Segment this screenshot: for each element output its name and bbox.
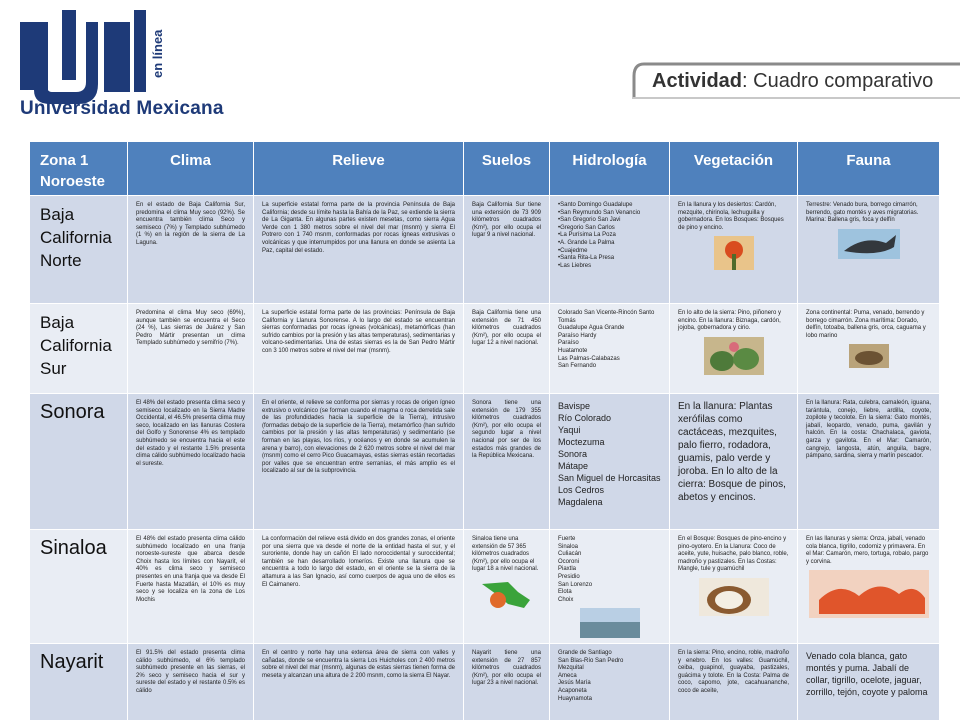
relieve-cell: En el centro y norte hay una extensa área de sierra con valles y cañadas, donde se encuentra la sierra Los Huicholes con 2 400 metros sobre el nivel del mar (msnm), algunas de estas sierras tienen forma de meseta y alcanzan una altura de 2 200 msnm, como la sierra El Nayar. — [254, 644, 464, 720]
relieve-cell: La conformación del relieve está divido en dos grandes zonas, el oriente por una sierra que va desde el norte de la entidad hasta el sur, y el suroriente, donde hay un cañón El lado noroccidental y suroccidental; también se han desarrollado lomeríos. Existe una llanura que se encuentra a todo lo largo del estado, en el oriente se la sierra de la altamura a las San Ignacio, así como cuerpos de agua uno de ellos es El Caimanero. — [254, 530, 464, 644]
mexico-map-image — [478, 578, 536, 612]
clima-cell: Predomina el clima Muy seco (69%), aunque también se encuentra el Seco (24 %), Las sierras de Juárez y San Pedro Mártir presentan un clima Templado subhúmedo y semifrío (7%). — [128, 304, 254, 394]
state-name: Baja California Sur — [30, 304, 128, 394]
vegetacion-text: En la llanura: Plantas xerófilas como cactáceas, mezquites, palo fierro, rodadora, guamis, palo verde y joroba. En lo alto de la cierra: Bosque de pinos, abetos y encinos. — [678, 401, 786, 503]
hidrologia-cell — [550, 304, 670, 394]
hidrologia-cell — [550, 530, 670, 644]
column-header-fauna: Fauna — [798, 142, 940, 196]
fauna-cell — [798, 530, 940, 644]
suelos-cell: Sonora tiene una extensión de 179 355 kilómetros cuadrados (Km²), por ello ocupa el segundo lugar a nivel nacional por ser de los estados más grandes de la República Mexicana. — [464, 394, 550, 530]
whale-image — [838, 229, 900, 259]
hidrologia-text: Fuerte Sinaloa Culiacán Ocoroni Piaxtla Presidio San Lorenzo Elota Choix — [558, 536, 593, 603]
hidrologia-text: Bavispe Río Colorado Yaqui Moctezuma Sonora Mátape San Miguel de Horcasitas Los Cedros Magdalena — [558, 401, 661, 507]
vegetacion-cell: En la sierra: Pino, encino, roble, madroño y enebro. En los valles: Guamúchil, ceiba, guapinol, guayaba, pastizales, guácima y tolote. En la Costa: Palma de coco, capomo, jote, cacahuananche, coco de aceite, — [670, 644, 798, 720]
hidrologia-cell — [550, 196, 670, 304]
table-row — [30, 196, 940, 304]
clima-cell: El 48% del estado presenta clima cálido subhúmedo localizado en una franja noroeste-sureste que abarca desde Choix hasta los límites con Nayarit, el 40% es clima seco y semiseco presentes en una franja que va desde El Fuerte hasta Mazatlán, el 10% es muy seco y se localiza en la zona de Los Mochis — [128, 530, 254, 644]
vegetacion-cell — [670, 304, 798, 394]
hidrologia-text: •Santo Domingo Guadalupe •San Reymundo San Venancio •San Gregorio San Javi •Gregorio San Carlos •La Purísima La Poza •A. Grande La Palma •Cuajedme •Santa Rita-La Presa •Las Liebres — [558, 202, 641, 269]
en-linea-label: en línea — [150, 29, 165, 78]
page-header — [0, 0, 960, 140]
table-row — [30, 530, 940, 644]
column-header-zona: Zona 1 Noroeste — [30, 142, 128, 196]
suelos-text: Sinaloa tiene una extensión de 57 365 kilómetros cuadrados (Km²), por ello ocupa el lugar 18 a nivel nacional. — [472, 536, 539, 573]
table-row — [30, 394, 940, 530]
vegetacion-text: En el Bosque: Bosques de pino-encino y pino-oyotero. En la Llanura: Coco de aceite, yute, huisache, palo blanco, roble, madroño y pastizales. En las Costas: Mangle, tule y guamúchil — [678, 536, 789, 573]
state-name: Baja California Norte — [30, 196, 128, 304]
suelos-cell: Nayarit tiene una extensión de 27 857 kilómetros cuadrados (Km²), por ello ocupa el lugar 23 a nivel nacional. — [464, 644, 550, 720]
table-header-row — [30, 142, 940, 196]
fauna-text: Zona continental: Puma, venado, berrendo y borrego cimarrón. Zona marítima: Dorado, delfín, totoaba, ballena gris, orca, caguama y lobo marino — [806, 310, 926, 339]
suelos-cell — [464, 530, 550, 644]
fauna-text: Terrestre: Venado bura, borrego cimarrón, berrendo, gato montés y aves migratorias. Marina: Ballena gris, foca y delfín — [806, 202, 919, 224]
shrimp-image — [809, 570, 929, 618]
relieve-cell: La superficie estatal forma parte de las provincias: Península de Baja California y Llanura Sonorense. A lo largo del estado se encuentran sierras conformadas por rocas ígneas (volcánicas), metamórficas (han sufrido cambios por la presión y las altas temperaturas), sedimentarias y volcano-sedimentarias. Una de estas sierras es la de San Pedro Mártir con 3 100 metros sobre el nivel del mar (msnm). — [254, 304, 464, 394]
fauna-cell — [798, 196, 940, 304]
relieve-cell: En el oriente, el relieve se conforma por sierras y rocas de origen ígneo extrusivo o volcánico (se forman cuando el magma o roca derretida sale de las profundidades hacia la superficie de la Tierra), intrusivo (formadas debajo de la superficie de la Tierra), metamórfico (han sufrido cambios por la presión y las altas temperaturas) y sedimentario (se forman en las playas, los ríos, y océanos y en donde se acumulen la arena y barro), con elevaciones de 2 620 metros sobre el nivel del mar (msnm) como el cerro Pico Guacamayas, estas sierras están recortadas por valles que se encuentran entre serranías, el más amplio es el localizado al sur de la subprovincia. — [254, 394, 464, 530]
fauna-cell: En la llanura: Rata, culebra, camaleón, iguana, tarántula, conejo, liebre, ardilla, coyote, zopilote y tecolote. En la sierra: Gato montés, jabalí, leopardo, venado, puma, gavilán y halcón. En la costa: Chachalaca, gaviota, garza y gavilota. En el Mar: Camarón, cangrejo, langosta, atún, anguila, bagre, pámpano, sardina, sierra y marlín pescador. — [798, 394, 940, 530]
hidrologia-text: Colorado San Vicente-Rincón Santo Tomás Guadalupe Agua Grande Paraíso Hardy Paraíso Huatamote Las Palmas-Calabazas San Fernando — [558, 310, 655, 370]
fauna-cell — [798, 304, 940, 394]
vegetacion-cell — [670, 394, 798, 530]
activity-title-text: : Cuadro comparativo — [742, 70, 934, 92]
activity-label: Actividad — [652, 70, 743, 92]
clima-cell: En el estado de Baja California Sur, predomina el clima Muy seco (92%). Se encuentra también clima Seco y semiseco (7%) y Templado subhúmedo (1 %) en la región de la sierra de La Laguna. — [128, 196, 254, 304]
clima-cell: El 48% del estado presenta clima seco y semiseco localizado en la Sierra Madre Occidental, el 46.5% presenta clima muy seco, localizado en las llanuras Costera del Golfo y Sonorense 4% es templado subhúmedo se encuentra hacia el este del estado y el restante 1.5% presenta clima cálido subhúmedo localizado hacia el sureste. — [128, 394, 254, 530]
activity-title — [652, 70, 933, 93]
vegetacion-cell — [670, 530, 798, 644]
column-header-hidrologia: Hidrología — [550, 142, 670, 196]
suelos-cell: Baja California tiene una extensión de 71 450 kilómetros cuadrados (Km²), por ello ocupa el lugar 12 a nivel nacional. — [464, 304, 550, 394]
state-name: Sinaloa — [30, 530, 128, 644]
table-row — [30, 644, 940, 720]
river-image — [580, 608, 640, 638]
hidrologia-cell: Grande de Santiago San Blas-Río San Pedro Mezquital Ameca Jesús María Acaponeta Huaynamota — [550, 644, 670, 720]
column-header-clima: Clima — [128, 142, 254, 196]
vegetacion-text: En lo alto de la sierra: Pino, piñonero y encino. En la llanura: Biznaga, cardón, jojoba, gobernadora y cirio. — [678, 310, 782, 332]
suelos-cell: Baja California Sur tiene una extensión de 73 909 kilómetros cuadrados (Km²), por ello ocupa el lugar 9 a nivel nacional. — [464, 196, 550, 304]
fauna-cell: Venado cola blanca, gato montés y puma. Jabalí de collar, tigrillo, ocelote, jaguar, zorrillo, tejón, coyote y paloma — [798, 644, 940, 720]
vegetacion-cell — [670, 196, 798, 304]
fauna-text: En las llanuras y sierra: Onza, jabalí, venado cola blanca, tigrillo, codorniz y primavera. En el Mar: Camarón, mero, tortuga, robalo, pargo y corvina. — [806, 536, 929, 565]
column-header-suelos: Suelos — [464, 142, 550, 196]
hidrologia-cell — [550, 394, 670, 530]
sea-lion-image — [849, 344, 889, 368]
coconut-image — [699, 578, 769, 616]
cactus-image — [704, 337, 764, 375]
university-name: Universidad Mexicana — [20, 98, 224, 119]
column-header-relieve: Relieve — [254, 142, 464, 196]
relieve-cell: La superficie estatal forma parte de la provincia Península de Baja California; desde su límite hasta la Bahía de la Paz, se extiende la sierra de La Giganta. En algunas partes existen mesetas, como sierra Agua Verde con 1 380 metros sobre el nivel del mar (msnm) y sierra El Potrero con 1 740 msnm, conformadas por rocas ígneas extrusivas o volcánicas y que interrumpidos por una llanura en donde se asienta La Paz, capital del estado. — [254, 196, 464, 304]
vegetacion-text: En la llanura y los desiertos: Cardón, mezquite, chirinola, lechuguilla y gobernadora. En los Bosques: Bosques de pino y encino. — [678, 202, 784, 231]
clima-cell: El 91.5% del estado presenta clima cálido subhúmedo, el 6% templado subhúmedo presente en las sierras, el 2% seco y semiseco hacia el sur y sureste del estado y el restante 0.5% es cálido — [128, 644, 254, 720]
desert-plant-image — [714, 236, 754, 270]
state-name: Sonora — [30, 394, 128, 530]
column-header-vegetacion: Vegetación — [670, 142, 798, 196]
state-name: Nayarit — [30, 644, 128, 720]
table-row — [30, 304, 940, 394]
comparison-table — [29, 141, 939, 720]
